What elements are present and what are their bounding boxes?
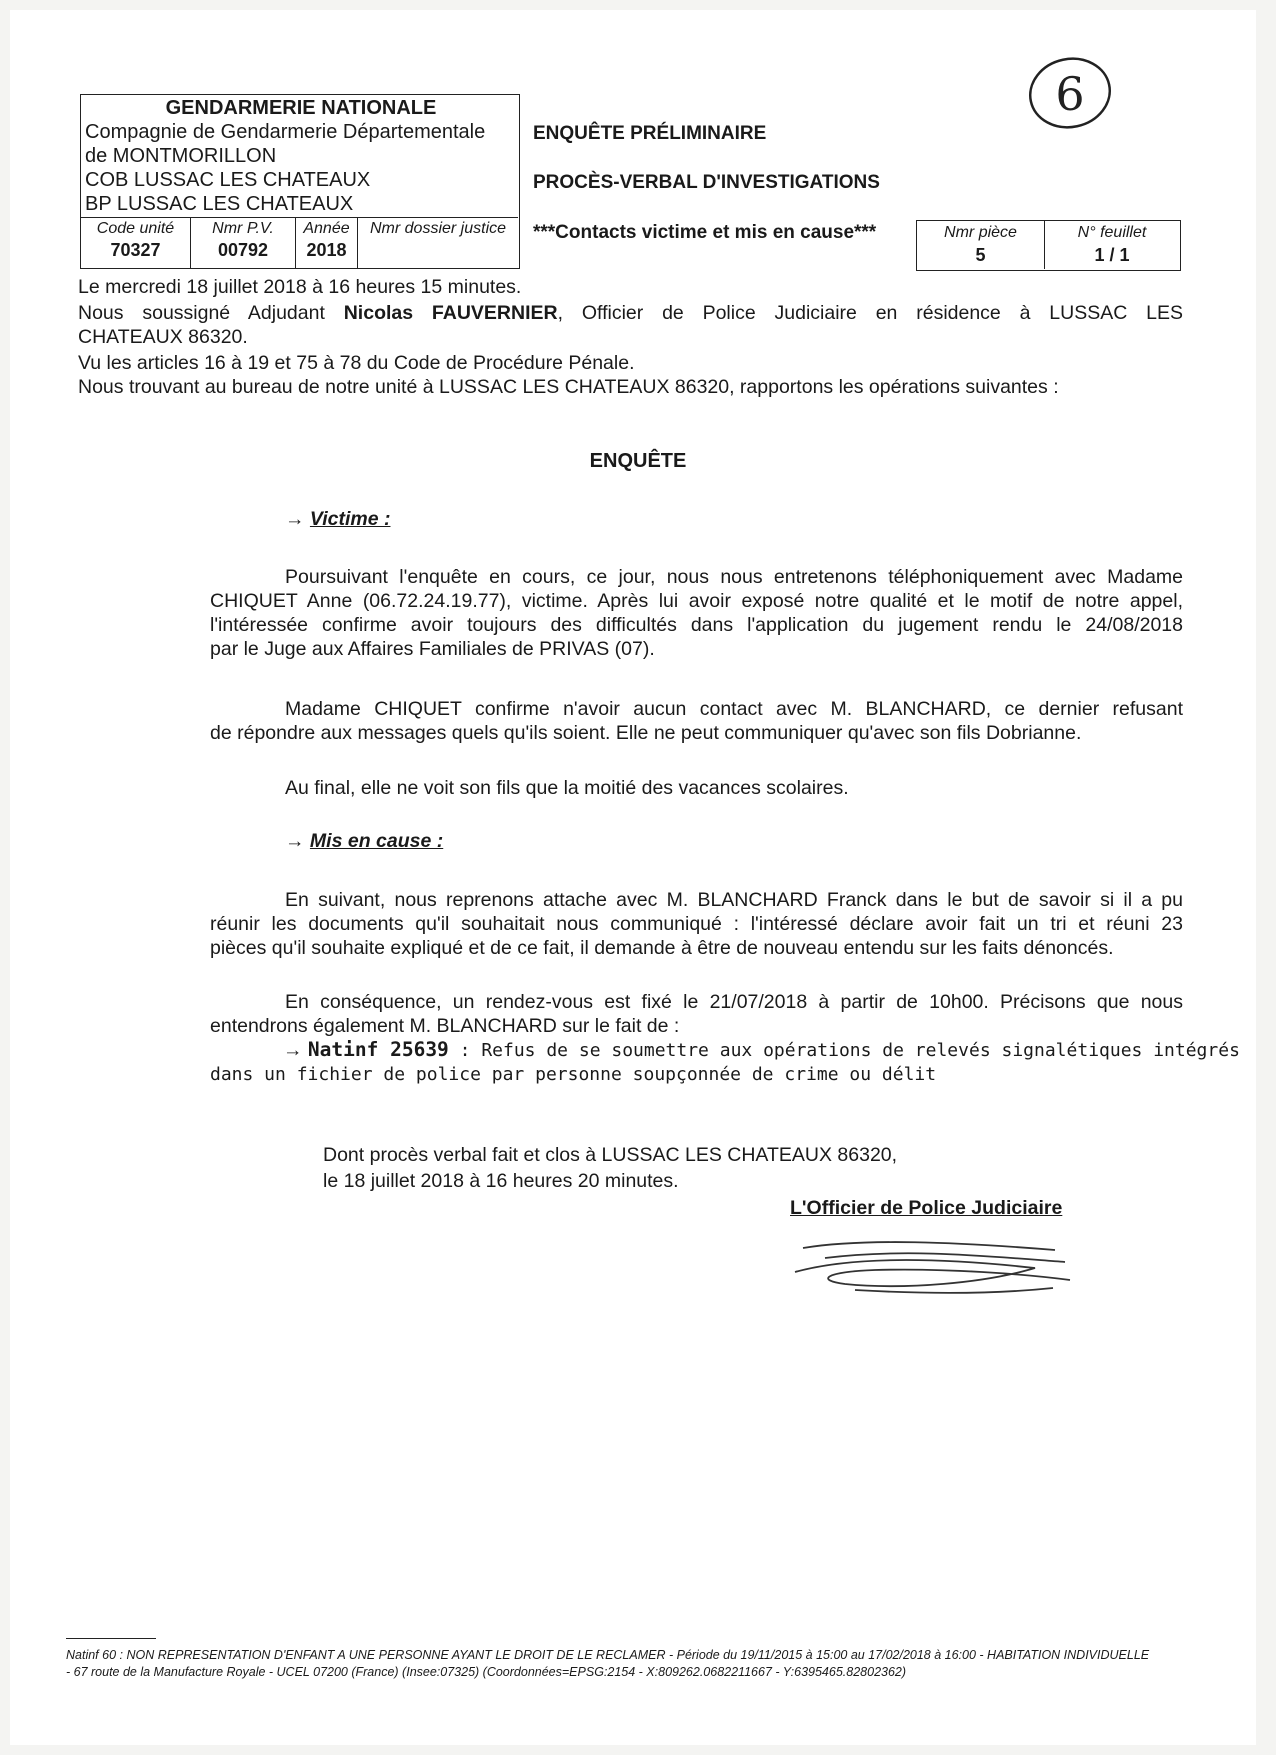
intro-articles-line: Vu les articles 16 à 19 et 75 à 78 du Code de Procédure Pénale. <box>78 352 635 374</box>
codes-row <box>81 217 518 269</box>
closing-line: le 18 juillet 2018 à 16 heures 20 minutes. <box>323 1170 679 1192</box>
intro-officer-line: Nous soussigné Adjudant Nicolas FAUVERNIER, Officier de Police Judiciaire en résidence à LUSSAC LES <box>78 302 1183 324</box>
svg-text:6: 6 <box>1055 67 1085 121</box>
handwritten-page-number <box>1020 50 1120 135</box>
section-title: ENQUÊTE <box>589 450 687 472</box>
annee-cell: Année 2018 <box>296 218 358 269</box>
natinf-line: dans un fichier de police par personne soupçonnée de crime ou délit <box>210 1064 937 1085</box>
mis-en-cause-paragraph-line: réunir les documents qu'il souhaitait nous communiqué : l'intéressé déclare avoir fait un tri et réuni 23 <box>210 913 1183 935</box>
mis-en-cause-paragraph-line: entendrons également M. BLANCHARD sur le fait de : <box>210 1015 680 1037</box>
footnote-line: - 67 route de la Manufacture Royale - UCEL 07200 (France) (Insee:07325) (Coordonnées=EPSG:2154 - X:809262.0682211667 - Y:6395465.82802362) <box>66 1665 907 1679</box>
officer-name: Nicolas FAUVERNIER <box>343 302 558 324</box>
victime-paragraph-line: l'intéressée confirme avoir toujours des difficultés dans l'application du jugement rendu le 24/08/2018 <box>210 614 1183 636</box>
signer-title: L'Officier de Police Judiciaire <box>790 1197 1063 1219</box>
nmr-pv-value: 00792 <box>217 240 269 260</box>
unit-identity-box <box>80 94 520 269</box>
code-unite-value: 70327 <box>110 240 161 260</box>
closing-line: Dont procès verbal fait et clos à LUSSAC LES CHATEAUX 86320, <box>323 1144 898 1166</box>
code-unite-cell: Code unité 70327 <box>81 218 191 269</box>
mis-en-cause-paragraph-line: En conséquence, un rendez-vous est fixé le 21/07/2018 à partir de 10h00. Précisons que nous <box>285 991 1183 1013</box>
victime-paragraph-line: Poursuivant l'enquête en cours, ce jour, nous nous entretenons téléphoniquement avec Madame <box>285 566 1183 588</box>
dossier-cell: Nmr dossier justice <box>369 220 507 237</box>
nmr-piece-value: 5 <box>975 245 986 265</box>
annee-value: 2018 <box>306 240 347 260</box>
mis-en-cause-paragraph-line: pièces qu'il souhaite expliqué et de ce fait, il demande à être de nouveau entendu sur les faits dénoncés. <box>210 937 1114 959</box>
mis-en-cause-heading: → Mis en cause : <box>285 830 444 852</box>
org-line: COB LUSSAC LES CHATEAUX <box>85 169 371 191</box>
org-title: GENDARMERIE NATIONALE <box>165 97 437 119</box>
pv-type: PROCÈS-VERBAL D'INVESTIGATIONS <box>533 172 880 193</box>
piece-feuillet-box <box>916 220 1181 271</box>
nmr-piece-cell: Nmr pièce 5 <box>917 221 1045 269</box>
nmr-pv-cell: Nmr P.V. 00792 <box>191 218 296 269</box>
feuillet-value: 1 / 1 <box>1094 245 1130 265</box>
victime-paragraph-line: Madame CHIQUET confirme n'avoir aucun contact avec M. BLANCHARD, ce dernier refusant <box>285 698 1183 720</box>
intro-date-line: Le mercredi 18 juillet 2018 à 16 heures 15 minutes. <box>78 276 522 298</box>
intro-location-line: Nous trouvant au bureau de notre unité à LUSSAC LES CHATEAUX 86320, rapportons les opérations suivantes : <box>78 376 1059 398</box>
pv-subject: ***Contacts victime et mis en cause*** <box>533 222 877 243</box>
natinf-code: Natinf 25639 <box>307 1038 449 1061</box>
mis-en-cause-paragraph-line: En suivant, nous reprenons attache avec M. BLANCHARD Franck dans le but de savoir si il a pu <box>285 889 1183 911</box>
org-line: Compagnie de Gendarmerie Départementale <box>85 121 486 143</box>
org-line: de MONTMORILLON <box>85 145 277 167</box>
intro-residence-line: CHATEAUX 86320. <box>78 326 248 348</box>
feuillet-cell: N° feuillet 1 / 1 <box>1045 221 1179 269</box>
victime-paragraph-line: par le Juge aux Affaires Familiales de PRIVAS (07). <box>210 638 655 660</box>
victime-paragraph-line: Au final, elle ne voit son fils que la moitié des vacances scolaires. <box>285 777 849 799</box>
victime-heading: → Victime : <box>285 508 391 530</box>
footnote-rule <box>66 1638 156 1639</box>
org-line: BP LUSSAC LES CHATEAUX <box>85 193 354 215</box>
footnote-line: Natinf 60 : NON REPRESENTATION D'ENFANT A UNE PERSONNE AYANT LE DROIT DE LE RECLAMER - Période du 19/11/2015 à 15:00 au 17/02/2018 à 16:00 - HABITATION INDIVIDUELLE <box>66 1648 1150 1662</box>
enquete-type: ENQUÊTE PRÉLIMINAIRE <box>533 123 767 144</box>
victime-paragraph-line: de répondre aux messages quels qu'ils soient. Elle ne peut communiquer qu'avec son fils Dobrianne. <box>210 722 1082 744</box>
signature <box>785 1228 1085 1303</box>
victime-paragraph-line: CHIQUET Anne (06.72.24.19.77), victime. Après lui avoir exposé notre qualité et le motif de notre appel, <box>210 590 1183 612</box>
natinf-line: → Natinf 25639 : Refus de se soumettre aux opérations de relevés signalétiques intégrés <box>283 1038 1240 1061</box>
